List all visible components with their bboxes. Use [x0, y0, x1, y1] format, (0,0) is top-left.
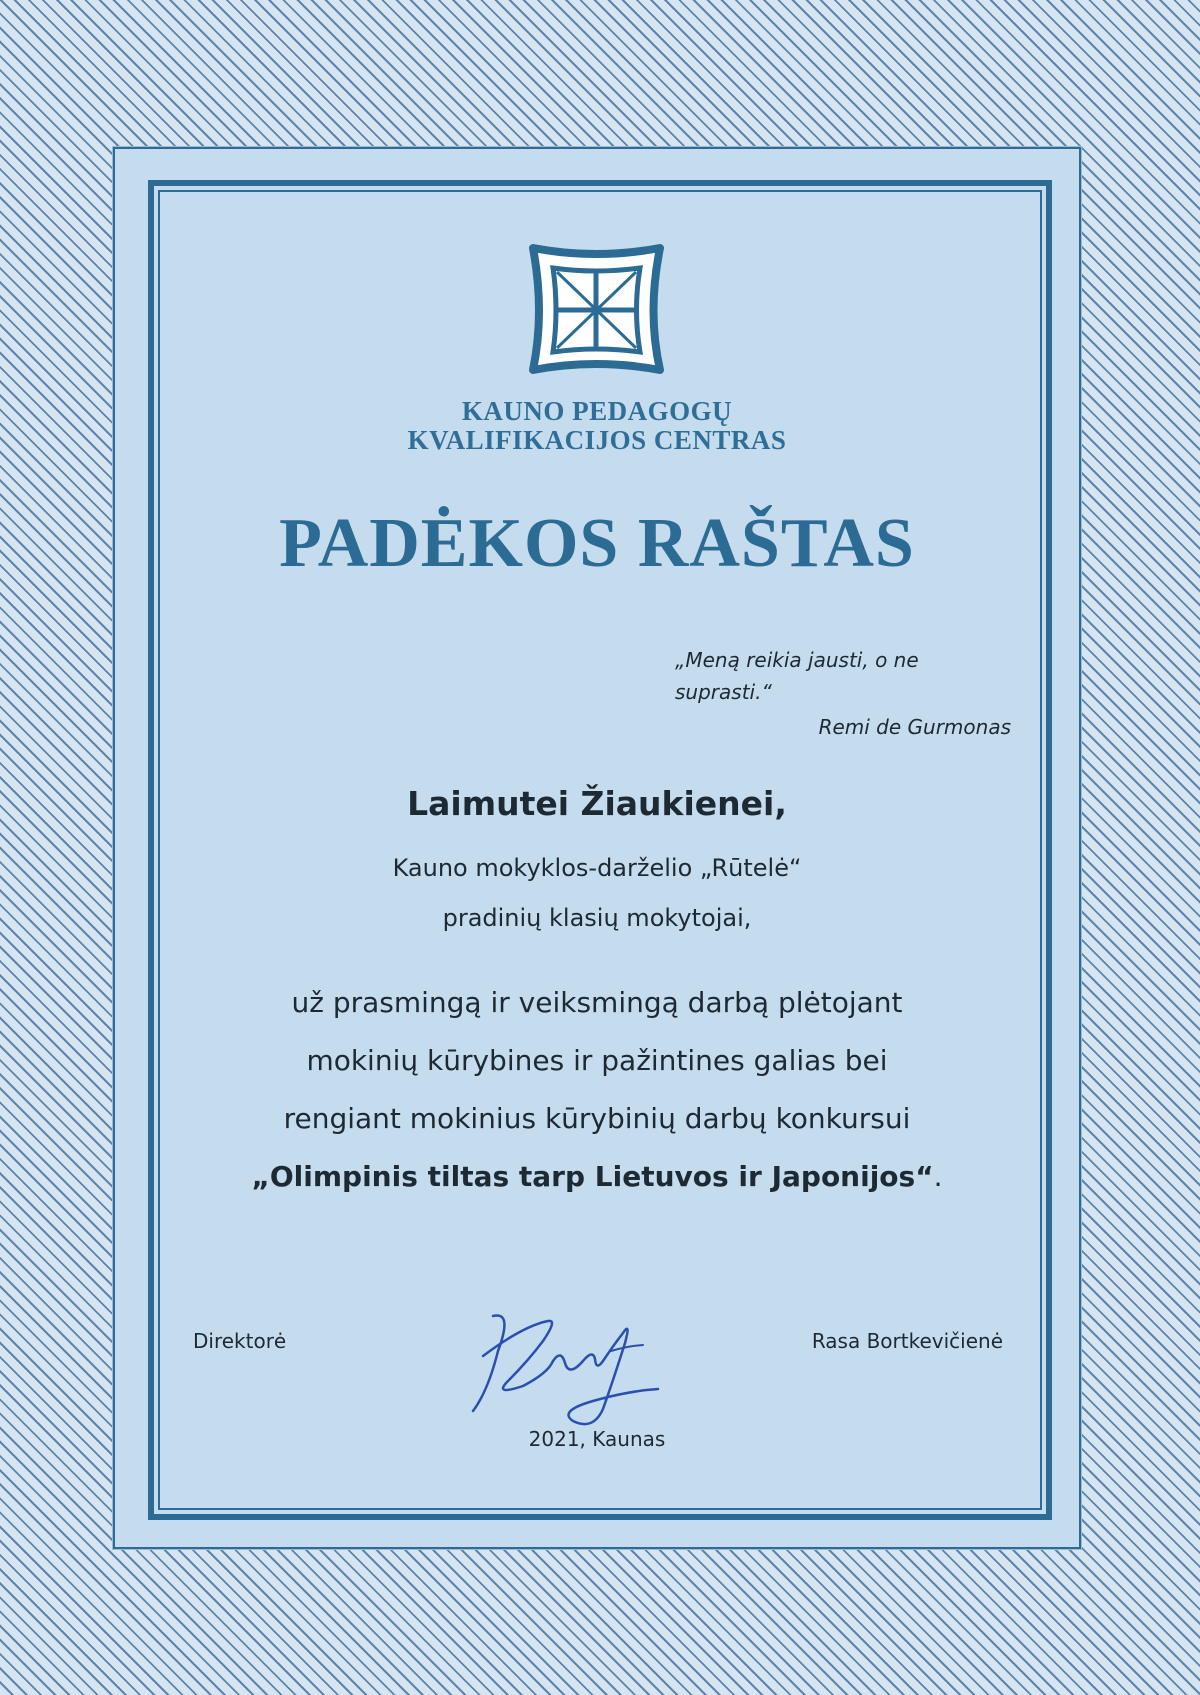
date-place: 2021, Kaunas	[528, 1427, 666, 1451]
epigraph-quote: „Meną reikia jausti, o ne suprasti.“	[675, 648, 919, 704]
certificate-title: PADĖKOS RAŠTAS	[279, 505, 915, 582]
reason-line-1: už prasmingą ir veiksmingą darbą plėtojant	[291, 986, 903, 1019]
reason-end-punctuation: .	[933, 1160, 943, 1193]
reason-line-4	[115, 1148, 1079, 1206]
window-frame-logo-icon	[525, 242, 668, 382]
reason-line-3: rengiant mokinius kūrybinių darbų konkursui	[283, 1102, 911, 1135]
recipient-school: Kauno mokyklos-darželio „Rūtelė“	[392, 854, 802, 882]
organization-name-line2: KVALIFIKACIJOS CENTRAS	[407, 425, 787, 455]
handwritten-signature	[453, 1291, 683, 1441]
reason-line-2: mokinių kūrybines ir pažintines galias bei	[306, 1044, 888, 1077]
award-reason	[115, 974, 1079, 1206]
signatory-name: Rasa Bortkevičienė	[811, 1329, 1003, 1353]
epigraph-author: Remi de Gurmonas	[818, 715, 1011, 739]
signatory-title: Direktorė	[193, 1329, 287, 1353]
organization-name-line1: KAUNO PEDAGOGŲ	[461, 396, 733, 426]
certificate-sheet	[113, 147, 1081, 1549]
recipient-role: pradinių klasių mokytojai,	[442, 904, 752, 932]
recipient-name: Laimutei Žiaukienei,	[407, 784, 787, 823]
contest-name: „Olimpinis tiltas tarp Lietuvos ir Japonijos“	[251, 1160, 934, 1193]
